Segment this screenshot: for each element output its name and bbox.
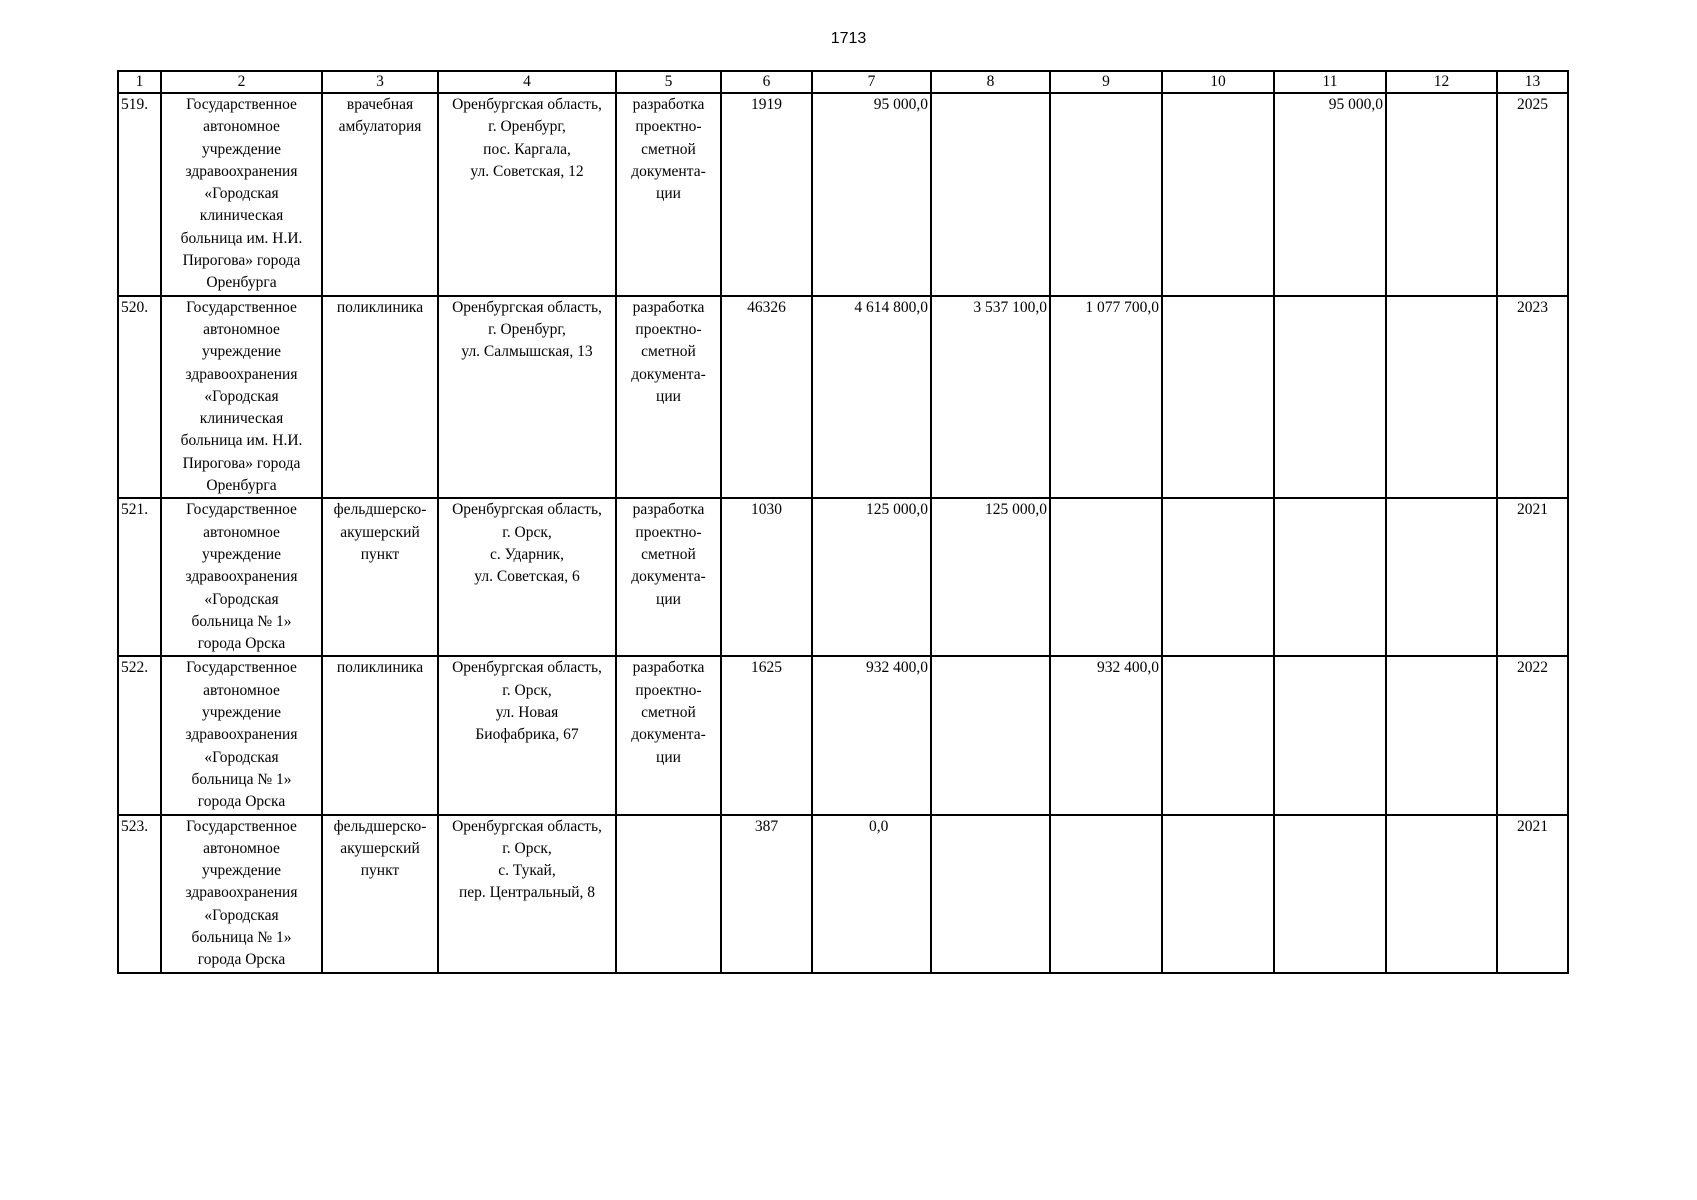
- column-header: 11: [1274, 71, 1386, 93]
- cost-cell-col10: [1162, 656, 1274, 814]
- address-cell: Оренбургская область, г. Оренбург, пос. Каргала, ул. Советская, 12: [438, 93, 616, 296]
- row-number-cell: 519.: [118, 93, 161, 296]
- facilities-table: [117, 70, 1569, 974]
- table-row: [118, 93, 1568, 296]
- total-cost-cell: 4 614 800,0: [812, 296, 931, 499]
- institution-cell: Государственное автономное учреждение здравоохранения «Городская клиническая больница им. Н.И. Пирогова» города Оренбурга: [161, 296, 322, 499]
- institution-cell: Государственное автономное учреждение здравоохранения «Городская больница № 1» города Орска: [161, 498, 322, 656]
- row-number-cell: 521.: [118, 498, 161, 656]
- work-type-cell: разработка проектно- сметной документа- ции: [616, 296, 721, 499]
- area-cell: 1030: [721, 498, 812, 656]
- column-header: 1: [118, 71, 161, 93]
- cost-cell-col9: [1050, 498, 1162, 656]
- row-number-cell: 522.: [118, 656, 161, 814]
- institution-cell: Государственное автономное учреждение здравоохранения «Городская клиническая больница им. Н.И. Пирогова» города Оренбурга: [161, 93, 322, 296]
- address-cell: Оренбургская область, г. Орск, с. Тукай, пер. Центральный, 8: [438, 815, 616, 973]
- cost-cell-col10: [1162, 296, 1274, 499]
- work-type-cell: [616, 815, 721, 973]
- table-row: [118, 815, 1568, 973]
- cost-cell-col8: [931, 815, 1050, 973]
- cost-cell-col8: 3 537 100,0: [931, 296, 1050, 499]
- cost-cell-col12: [1386, 296, 1497, 499]
- column-header: 8: [931, 71, 1050, 93]
- table-row: [118, 656, 1568, 814]
- total-cost-cell: 0,0: [812, 815, 931, 973]
- cost-cell-col10: [1162, 93, 1274, 296]
- cost-cell-col11: [1274, 296, 1386, 499]
- address-cell: Оренбургская область, г. Орск, ул. Новая Биофабрика, 67: [438, 656, 616, 814]
- area-cell: 1919: [721, 93, 812, 296]
- column-header: 12: [1386, 71, 1497, 93]
- total-cost-cell: 932 400,0: [812, 656, 931, 814]
- cost-cell-col8: [931, 93, 1050, 296]
- address-cell: Оренбургская область, г. Орск, с. Ударник, ул. Советская, 6: [438, 498, 616, 656]
- institution-cell: Государственное автономное учреждение здравоохранения «Городская больница № 1» города Орска: [161, 815, 322, 973]
- column-number-row: [118, 71, 1568, 93]
- work-type-cell: разработка проектно- сметной документа- ции: [616, 498, 721, 656]
- cost-cell-col9: 1 077 700,0: [1050, 296, 1162, 499]
- cost-cell-col10: [1162, 815, 1274, 973]
- page-number: 1713: [830, 30, 867, 47]
- column-header: 10: [1162, 71, 1274, 93]
- facility-type-cell: фельдшерско- акушерский пункт: [322, 498, 438, 656]
- column-header: 9: [1050, 71, 1162, 93]
- facility-type-cell: поликлиника: [322, 656, 438, 814]
- column-header: 6: [721, 71, 812, 93]
- facility-type-cell: фельдшерско- акушерский пункт: [322, 815, 438, 973]
- table-row: [118, 498, 1568, 656]
- table-row: [118, 296, 1568, 499]
- year-cell: 2025: [1497, 93, 1568, 296]
- cost-cell-col12: [1386, 815, 1497, 973]
- column-header: 3: [322, 71, 438, 93]
- work-type-cell: разработка проектно- сметной документа- ции: [616, 656, 721, 814]
- area-cell: 46326: [721, 296, 812, 499]
- column-header: 5: [616, 71, 721, 93]
- cost-cell-col12: [1386, 498, 1497, 656]
- cost-cell-col11: [1274, 656, 1386, 814]
- cost-cell-col8: 125 000,0: [931, 498, 1050, 656]
- cost-cell-col9: [1050, 93, 1162, 296]
- cost-cell-col11: [1274, 815, 1386, 973]
- cost-cell-col11: 95 000,0: [1274, 93, 1386, 296]
- cost-cell-col12: [1386, 656, 1497, 814]
- column-header: 13: [1497, 71, 1568, 93]
- year-cell: 2021: [1497, 498, 1568, 656]
- row-number-cell: 523.: [118, 815, 161, 973]
- cost-cell-col9: 932 400,0: [1050, 656, 1162, 814]
- total-cost-cell: 95 000,0: [812, 93, 931, 296]
- cost-cell-col10: [1162, 498, 1274, 656]
- area-cell: 387: [721, 815, 812, 973]
- column-header: 4: [438, 71, 616, 93]
- cost-cell-col8: [931, 656, 1050, 814]
- year-cell: 2023: [1497, 296, 1568, 499]
- area-cell: 1625: [721, 656, 812, 814]
- cost-cell-col11: [1274, 498, 1386, 656]
- facility-type-cell: поликлиника: [322, 296, 438, 499]
- year-cell: 2022: [1497, 656, 1568, 814]
- row-number-cell: 520.: [118, 296, 161, 499]
- cost-cell-col12: [1386, 93, 1497, 296]
- column-header: 2: [161, 71, 322, 93]
- work-type-cell: разработка проектно- сметной документа- ции: [616, 93, 721, 296]
- column-header: 7: [812, 71, 931, 93]
- year-cell: 2021: [1497, 815, 1568, 973]
- facility-type-cell: врачебная амбулатория: [322, 93, 438, 296]
- total-cost-cell: 125 000,0: [812, 498, 931, 656]
- institution-cell: Государственное автономное учреждение здравоохранения «Городская больница № 1» города Орска: [161, 656, 322, 814]
- cost-cell-col9: [1050, 815, 1162, 973]
- address-cell: Оренбургская область, г. Оренбург, ул. Салмышская, 13: [438, 296, 616, 499]
